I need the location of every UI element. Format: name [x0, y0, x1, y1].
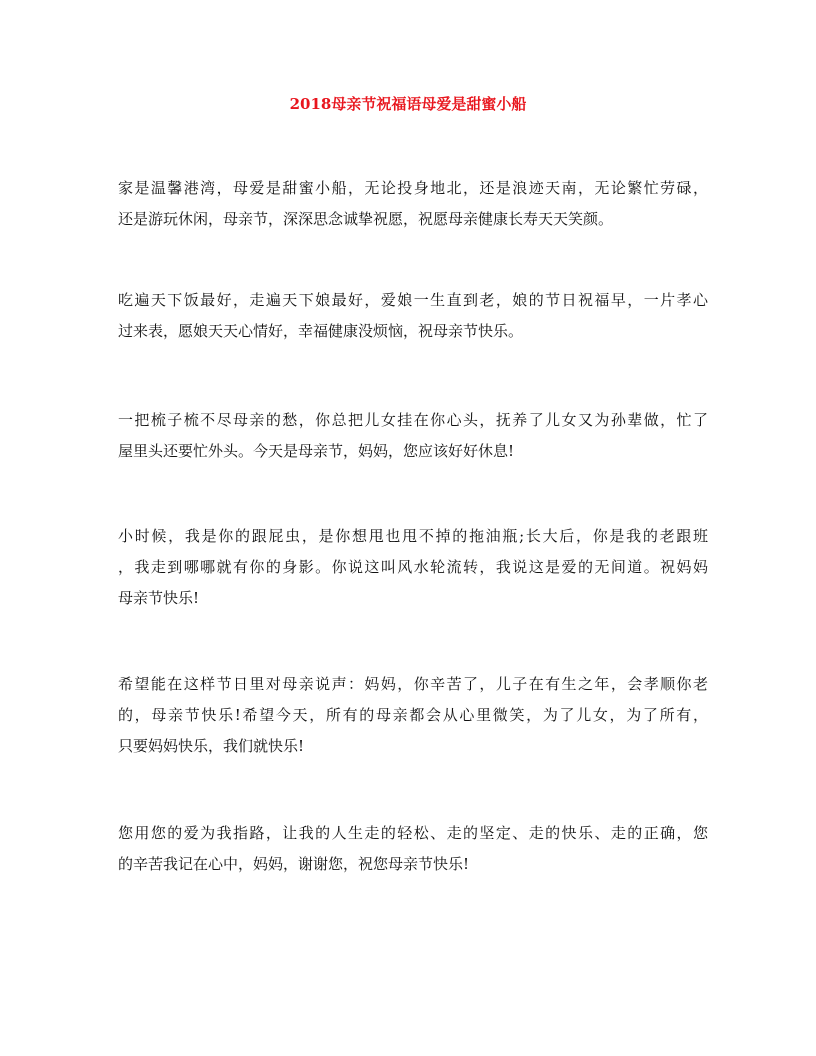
paragraph-line: 的辛苦我记在心中，妈妈，谢谢您，祝您母亲节快乐!: [118, 855, 470, 873]
paragraph-line: 家是温馨港湾，母爱是甜蜜小船，无论投身地北，还是浪迹天南，无论繁忙劳碌，: [118, 179, 708, 197]
paragraph-line: 只要妈妈快乐，我们就快乐!: [118, 737, 305, 755]
paragraph-line: 吃遍天下饭最好，走遍天下娘最好，爱娘一生直到老，娘的节日祝福早，一片孝心: [118, 291, 708, 309]
paragraph-line: 过来表，愿娘天天心情好，幸福健康没烦恼，祝母亲节快乐。: [118, 322, 524, 340]
page-title: 2018母亲节祝福语母爱是甜蜜小船: [289, 95, 527, 113]
paragraph-2: [118, 285, 708, 347]
paragraph-line: 还是游玩休闲，母亲节，深深思念诚挚祝愿，祝愿母亲健康长寿天天笑颜。: [118, 210, 614, 228]
paragraph-line: ，我走到哪哪就有你的身影。你说这叫风水轮流转，我说这是爱的无间道。祝妈妈: [118, 558, 708, 576]
paragraph-line: 屋里头还要忙外头。今天是母亲节，妈妈，您应该好好休息!: [118, 442, 515, 460]
paragraph-line: 一把梳子梳不尽母亲的愁，你总把儿女挂在你心头，抚养了儿女又为孙辈做，忙了: [118, 411, 708, 429]
paragraph-line: 您用您的爱为我指路，让我的人生走的轻松、走的坚定、走的快乐、走的正确，您: [118, 824, 708, 842]
paragraph-line: 的，母亲节快乐!希望今天，所有的母亲都会从心里微笑，为了儿女，为了所有，: [118, 706, 708, 724]
paragraph-4: [118, 521, 708, 614]
paragraph-line: 小时候，我是你的跟屁虫，是你想甩也甩不掉的拖油瓶;长大后，你是我的老跟班: [118, 527, 708, 545]
paragraph-1: [118, 173, 708, 235]
paragraph-5: [118, 669, 708, 762]
paragraph-3: [118, 405, 708, 467]
paragraph-6: [118, 818, 708, 880]
paragraph-line: 希望能在这样节日里对母亲说声：妈妈，你辛苦了，儿子在有生之年，会孝顺你老: [118, 675, 708, 693]
paragraph-line: 母亲节快乐!: [118, 589, 200, 607]
